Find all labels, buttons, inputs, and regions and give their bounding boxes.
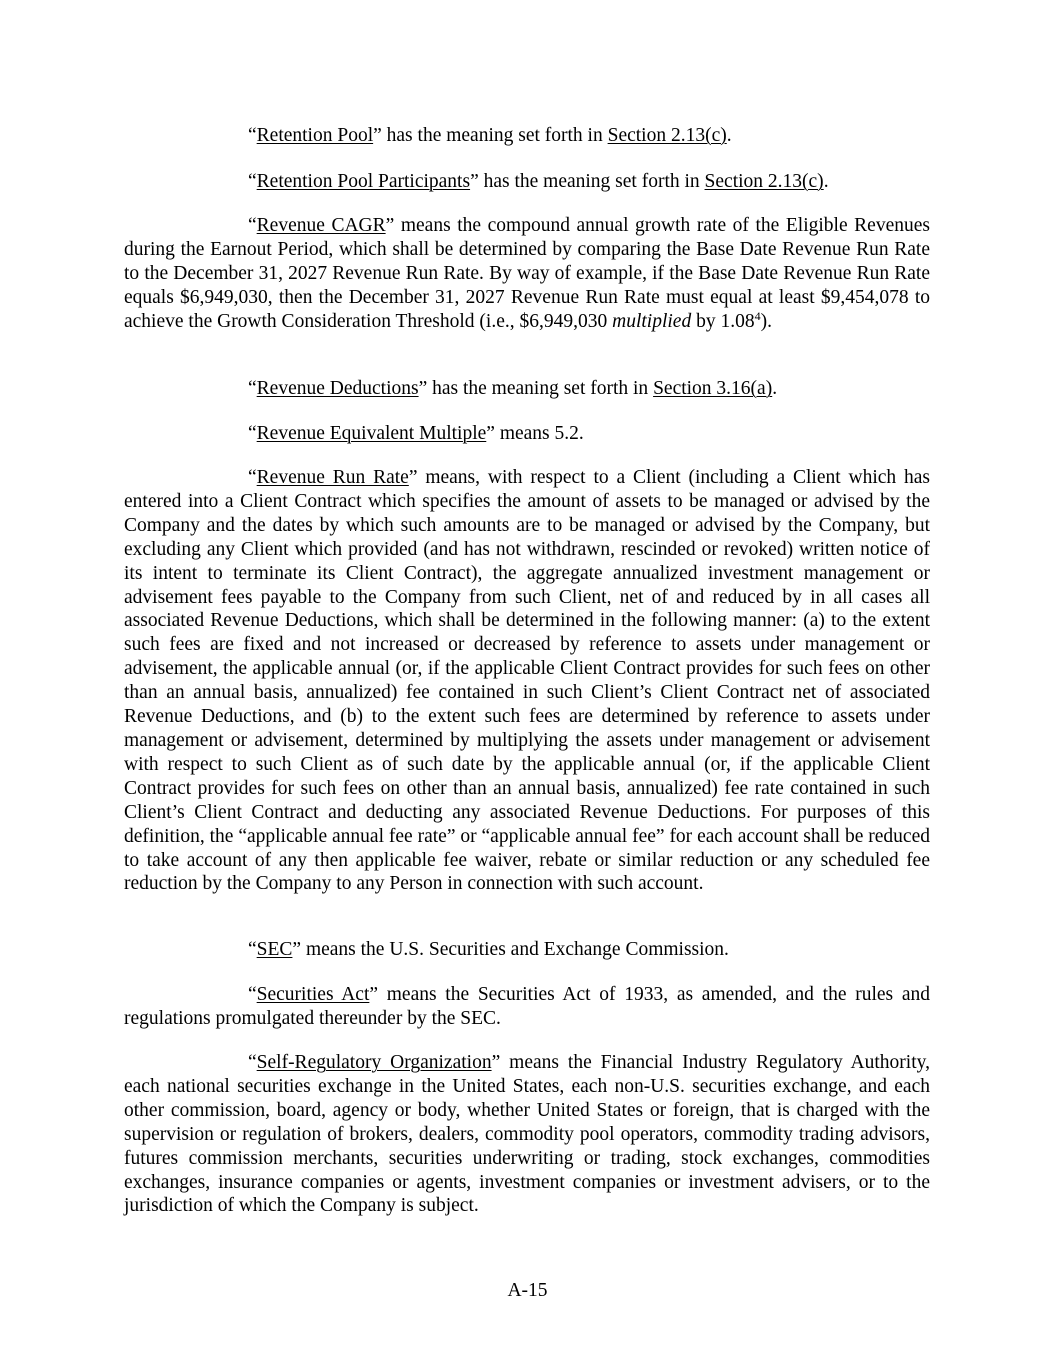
defined-term: Revenue Deductions [256,378,419,399]
definition-retention-pool: “Retention Pool” has the meaning set forth in Section 2.13(c). [248,125,732,146]
defined-term: Securities Act [256,984,370,1005]
definition-sec [124,938,930,962]
close-quote: ” [491,1052,501,1073]
close-quote: ” [408,467,418,488]
definition-text: means the Securities Act of 1933, as amended, and the rules and regulations promulgated thereunder by the SEC. [124,984,930,1029]
definition-text: means the compound annual growth rate of the Eligible Revenues during the Earnout Period, which shall be determined by comparing the Base Date Revenue Run Rate to the December 31, 2027 Revenue Run Rate. By way of example, if the Base Date Revenue Run Rate equals $6,949,030, then the December 31, 2027 Revenue Run Rate must equal at least $9,454,078 to achieve the Growth Consideration Threshold (i.e., $6,949,030 [124,215,930,332]
open-quote: “ [248,171,257,192]
definition-revenue-deductions: “Revenue Deductions” has the meaning set forth in Section 3.16(a). [248,378,778,399]
close-quote: ” [369,984,379,1005]
open-quote: “ [248,467,257,488]
close-quote: ” [385,215,395,236]
section-reference: Section 2.13(c) [607,125,727,146]
superscript: 4 [754,308,761,323]
open-quote: “ [248,939,257,960]
definition-text: has the meaning set forth in [381,125,608,146]
open-quote: “ [248,1052,257,1073]
definition-retention-pool-participants: “Retention Pool Participants” has the meaning set forth in Section 2.13(c). [248,171,829,192]
defined-term: SEC [256,939,293,960]
close-quote: ” [373,125,382,146]
open-quote: “ [248,984,257,1005]
definition-text: means 5.2. [494,423,584,444]
open-quote: “ [248,423,257,444]
definition-text: has the meaning set forth in [427,378,654,399]
page-number: A-15 [507,1280,548,1301]
defined-term: Retention Pool [256,125,374,146]
defined-term: Self-Regulatory Organization [256,1052,492,1073]
open-quote: “ [248,125,257,146]
definition-revenue-cagr: “Revenue CAGR” means the compound annual growth rate of the Eligible Revenues during the Earnout Period, which shall be determined by comparing the Base Date Revenue Run Rate to the December 31, 2027 Revenue Run Rate. By way of example, if the Base Date Revenue Run Rate equals $6,949,030, then the December 31, 2027 Revenue Run Rate must equal at least $9,454,078 to achieve the Growth Consideration Threshold (i.e., $6,949,030 multiplied by 1.08$^4$). [124,215,930,332]
definition-text: has the meaning set forth in [478,171,705,192]
section-reference: Section 2.13(c) [704,171,824,192]
definition-text: means, with respect to a Client (including a Client which has entered into a Client Contract which specifies the amount of assets to be managed or advised by the Company and the dates by which such amounts are to be managed or advised by the Company, but excluding any Client which provided (and has not withdrawn, rescinded or revoked) written notice of its intent to terminate its Client Contract), the aggregate annualized investment management or advisement fees payable to the Company from such Client, net of and reduced by in all cases all associated Revenue Deductions, which shall be determined in the following manner: (a) to the extent such fees are fixed and not increased or decreased by reference to assets under management or advisement, the applicable annual (or, if the applicable Client Contract provides for such fees on other than an annual basis, annualized) fee contained in such Client’s Client Contract net of associated Revenue Deductions, and (b) to the extent such fees are determined by reference to assets under management or advisement, determined by multiplying the assets under management or advisement with respect to such Client as of such date by the applicable annual (or, if the applicable Client Contract provides for such fees on other than an annual basis, annualized) fee rate contained in such Client’s Client Contract and deducting any associated Revenue Deductions. For purposes of this definition, the “applicable annual fee rate” or “applicable annual fee” for each account shall be reduced to take account of any then applicable fee waiver, rebate or similar reduction or any scheduled fee reduction by the Company to any Person in connection with such account. [124,467,931,895]
italic-word: multiplied [612,310,692,332]
definition-text: means the Financial Industry Regulatory Authority, each national securities exchange in the United States, each non-U.S. securities exchange, and each other commission, board, agency or body, whether United States or foreign, that is charged with the supervision or regulation of brokers, dealers, commodity pool operators, commodity trading advisors, futures commission merchants, securities underwriting or trading, stock exchanges, commodities exchanges, insurance companies or agents, investment companies or investment advisers, or to the jurisdiction of which the Company is subject. [124,1052,930,1217]
defined-term: Revenue Equivalent Multiple [256,423,487,444]
definition-securities-act [124,983,930,1031]
defined-term: Revenue Run Rate [256,467,409,488]
defined-term: Retention Pool Participants [256,171,471,192]
open-quote: “ [248,215,257,236]
definition-self-regulatory-organization [124,1051,930,1218]
open-quote: “ [248,378,257,399]
close-quote: ” [292,939,302,960]
definition-revenue-run-rate [124,466,930,896]
close-quote: ” [470,171,479,192]
definition-text: means the U.S. Securities and Exchange Commission. [301,939,729,960]
close-quote: ” [486,423,495,444]
definition-revenue-equivalent-multiple [124,422,930,446]
close-quote: ” [418,378,428,399]
section-reference: Section 3.16(a) [653,378,773,399]
defined-term: Revenue CAGR [256,215,386,236]
